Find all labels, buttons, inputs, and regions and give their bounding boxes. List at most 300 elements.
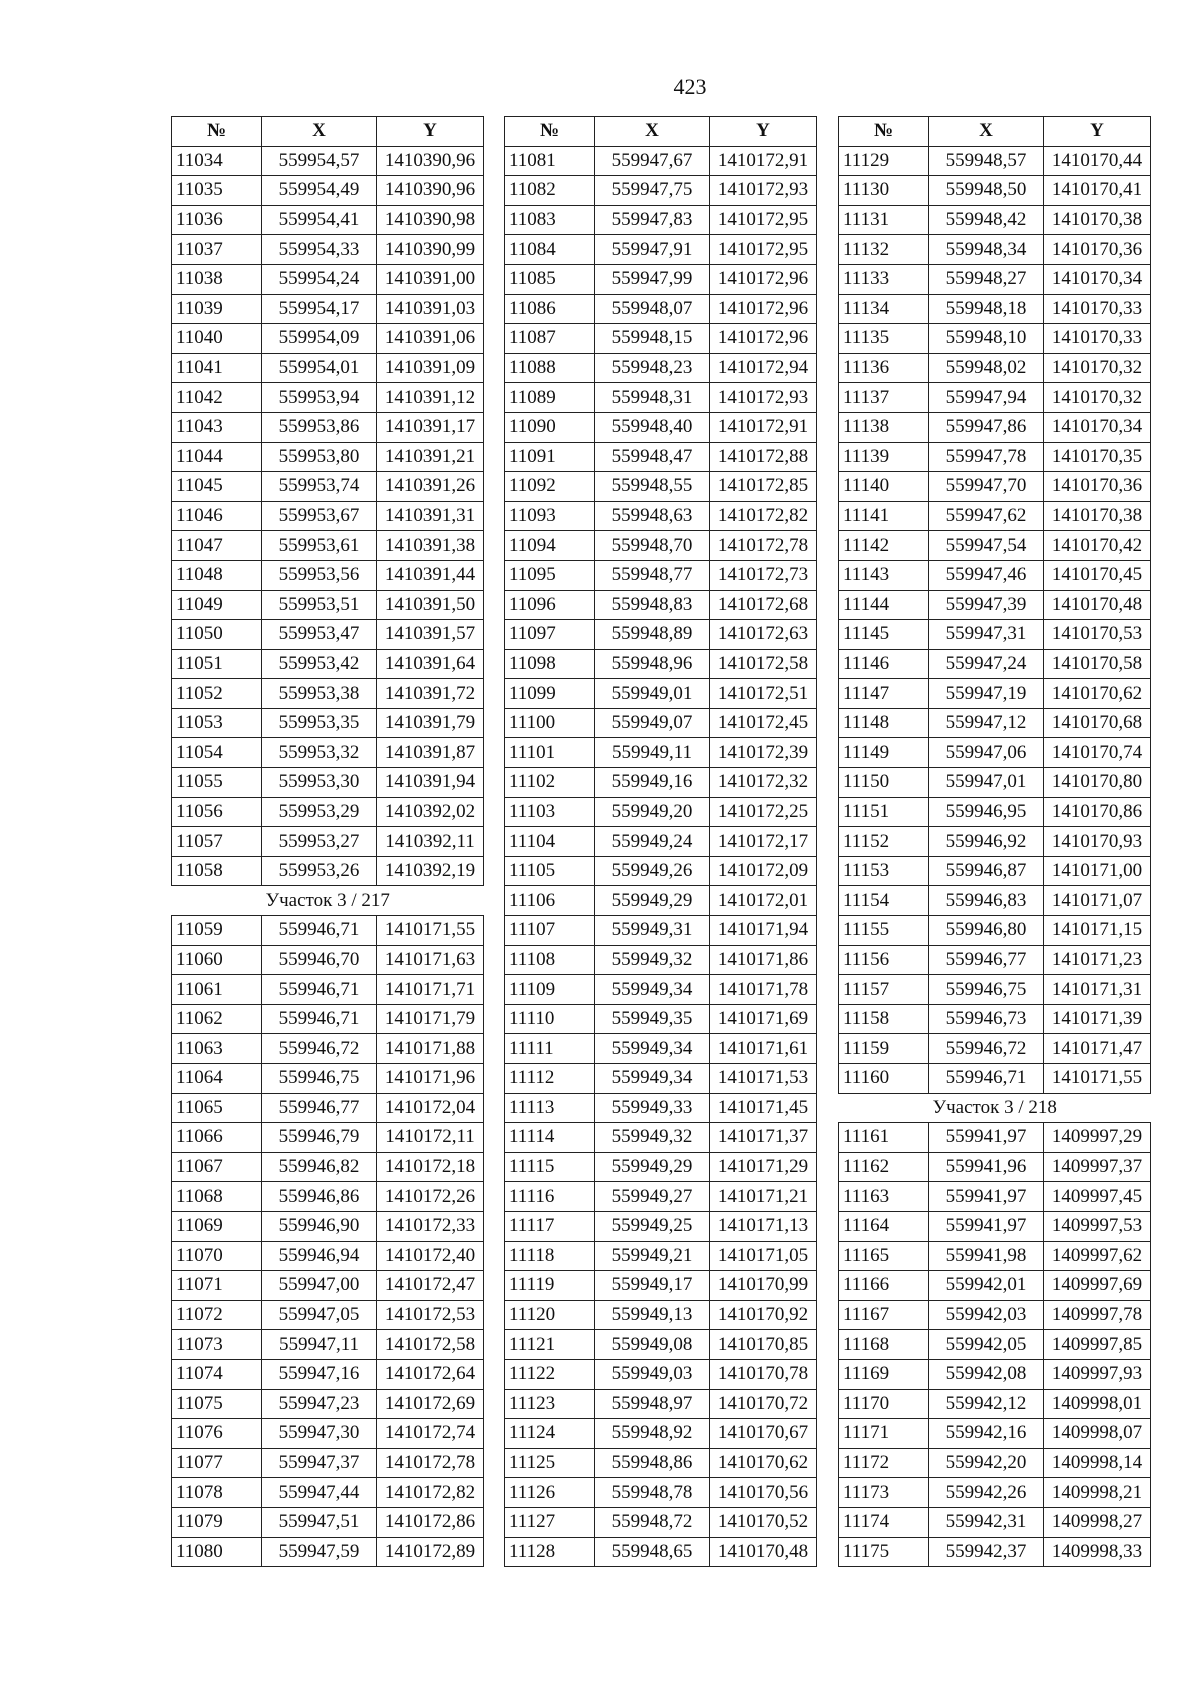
y-coordinate-cell: 1410172,69 <box>377 1389 484 1419</box>
x-coordinate-cell: 559942,03 <box>929 1300 1044 1330</box>
point-number-cell: 11125 <box>505 1448 595 1478</box>
y-coordinate-cell: 1410172,82 <box>710 501 817 531</box>
point-number-cell: 11070 <box>172 1241 262 1271</box>
x-coordinate-cell: 559948,89 <box>595 620 710 650</box>
point-number-cell: 11150 <box>839 768 929 798</box>
point-number-cell: 11084 <box>505 235 595 265</box>
point-number-cell: 11054 <box>172 738 262 768</box>
y-coordinate-cell: 1410171,78 <box>710 975 817 1005</box>
table-row <box>172 1211 484 1241</box>
y-coordinate-cell: 1410172,94 <box>710 353 817 383</box>
table-row <box>505 1359 817 1389</box>
point-number-cell: 11078 <box>172 1478 262 1508</box>
x-coordinate-cell: 559947,75 <box>595 176 710 206</box>
y-coordinate-cell: 1410172,01 <box>710 886 817 916</box>
x-coordinate-cell: 559946,71 <box>262 916 377 946</box>
y-coordinate-cell: 1410170,68 <box>1044 708 1151 738</box>
y-coordinate-cell: 1410170,80 <box>1044 768 1151 798</box>
x-coordinate-cell: 559948,27 <box>929 264 1044 294</box>
header-y: Y <box>1044 117 1151 147</box>
y-coordinate-cell: 1410171,37 <box>710 1123 817 1153</box>
x-coordinate-cell: 559942,37 <box>929 1537 1044 1567</box>
x-coordinate-cell: 559946,71 <box>262 975 377 1005</box>
table-row <box>172 176 484 206</box>
table-row <box>172 768 484 798</box>
point-number-cell: 11131 <box>839 205 929 235</box>
y-coordinate-cell: 1410170,74 <box>1044 738 1151 768</box>
x-coordinate-cell: 559953,56 <box>262 560 377 590</box>
table-row <box>839 1064 1151 1094</box>
x-coordinate-cell: 559946,75 <box>262 1064 377 1094</box>
point-number-cell: 11174 <box>839 1507 929 1537</box>
y-coordinate-cell: 1410172,82 <box>377 1478 484 1508</box>
point-number-cell: 11074 <box>172 1359 262 1389</box>
y-coordinate-cell: 1409997,93 <box>1044 1359 1151 1389</box>
y-coordinate-cell: 1410170,67 <box>710 1419 817 1449</box>
table-row <box>505 531 817 561</box>
y-coordinate-cell: 1410172,96 <box>710 294 817 324</box>
point-number-cell: 11051 <box>172 649 262 679</box>
point-number-cell: 11083 <box>505 205 595 235</box>
table-row <box>839 738 1151 768</box>
x-coordinate-cell: 559949,24 <box>595 827 710 857</box>
table-row <box>839 1271 1151 1301</box>
table-row <box>172 975 484 1005</box>
x-coordinate-cell: 559948,15 <box>595 324 710 354</box>
x-coordinate-cell: 559948,65 <box>595 1537 710 1567</box>
x-coordinate-cell: 559947,00 <box>262 1271 377 1301</box>
y-coordinate-cell: 1409998,01 <box>1044 1389 1151 1419</box>
x-coordinate-cell: 559946,73 <box>929 1004 1044 1034</box>
table-row <box>839 442 1151 472</box>
table-row <box>505 1330 817 1360</box>
point-number-cell: 11164 <box>839 1211 929 1241</box>
point-number-cell: 11052 <box>172 679 262 709</box>
y-coordinate-cell: 1410171,63 <box>377 945 484 975</box>
point-number-cell: 11130 <box>839 176 929 206</box>
table-row <box>839 1300 1151 1330</box>
y-coordinate-cell: 1410171,39 <box>1044 1004 1151 1034</box>
x-coordinate-cell: 559949,03 <box>595 1359 710 1389</box>
x-coordinate-cell: 559953,42 <box>262 649 377 679</box>
y-coordinate-cell: 1410172,96 <box>710 324 817 354</box>
table-row <box>839 827 1151 857</box>
point-number-cell: 11121 <box>505 1330 595 1360</box>
x-coordinate-cell: 559949,34 <box>595 975 710 1005</box>
x-coordinate-cell: 559948,02 <box>929 353 1044 383</box>
y-coordinate-cell: 1410172,40 <box>377 1241 484 1271</box>
point-number-cell: 11035 <box>172 176 262 206</box>
table-row <box>839 590 1151 620</box>
x-coordinate-cell: 559946,75 <box>929 975 1044 1005</box>
y-coordinate-cell: 1409997,29 <box>1044 1123 1151 1153</box>
table-row <box>839 1537 1151 1567</box>
y-coordinate-cell: 1410170,34 <box>1044 264 1151 294</box>
section-label: Участок 3 / 217 <box>172 886 484 916</box>
x-coordinate-cell: 559948,40 <box>595 412 710 442</box>
y-coordinate-cell: 1410170,86 <box>1044 797 1151 827</box>
table-row <box>505 294 817 324</box>
point-number-cell: 11153 <box>839 856 929 886</box>
y-coordinate-cell: 1410390,96 <box>377 176 484 206</box>
x-coordinate-cell: 559941,97 <box>929 1123 1044 1153</box>
y-coordinate-cell: 1410170,53 <box>1044 620 1151 650</box>
y-coordinate-cell: 1410171,05 <box>710 1241 817 1271</box>
x-coordinate-cell: 559941,97 <box>929 1182 1044 1212</box>
point-number-cell: 11119 <box>505 1271 595 1301</box>
table-row <box>505 1537 817 1567</box>
table-row <box>839 856 1151 886</box>
y-coordinate-cell: 1409998,14 <box>1044 1448 1151 1478</box>
x-coordinate-cell: 559953,74 <box>262 472 377 502</box>
point-number-cell: 11073 <box>172 1330 262 1360</box>
point-number-cell: 11044 <box>172 442 262 472</box>
y-coordinate-cell: 1410172,88 <box>710 442 817 472</box>
table-row <box>505 1152 817 1182</box>
point-number-cell: 11169 <box>839 1359 929 1389</box>
point-number-cell: 11055 <box>172 768 262 798</box>
y-coordinate-cell: 1410172,86 <box>377 1507 484 1537</box>
y-coordinate-cell: 1410170,52 <box>710 1507 817 1537</box>
point-number-cell: 11082 <box>505 176 595 206</box>
point-number-cell: 11097 <box>505 620 595 650</box>
table-row <box>505 679 817 709</box>
y-coordinate-cell: 1409997,69 <box>1044 1271 1151 1301</box>
y-coordinate-cell: 1410171,69 <box>710 1004 817 1034</box>
x-coordinate-cell: 559946,86 <box>262 1182 377 1212</box>
table-row <box>172 1034 484 1064</box>
point-number-cell: 11080 <box>172 1537 262 1567</box>
table-row <box>172 531 484 561</box>
table-row <box>839 1419 1151 1449</box>
x-coordinate-cell: 559948,18 <box>929 294 1044 324</box>
x-coordinate-cell: 559954,49 <box>262 176 377 206</box>
table-row <box>505 264 817 294</box>
table-row <box>172 856 484 886</box>
table-row <box>839 412 1151 442</box>
y-coordinate-cell: 1410171,47 <box>1044 1034 1151 1064</box>
y-coordinate-cell: 1410171,21 <box>710 1182 817 1212</box>
point-number-cell: 11064 <box>172 1064 262 1094</box>
y-coordinate-cell: 1410170,36 <box>1044 472 1151 502</box>
x-coordinate-cell: 559949,20 <box>595 797 710 827</box>
point-number-cell: 11098 <box>505 649 595 679</box>
table-row <box>172 442 484 472</box>
y-coordinate-cell: 1410172,11 <box>377 1123 484 1153</box>
table-header-row <box>172 117 484 147</box>
y-coordinate-cell: 1410170,33 <box>1044 294 1151 324</box>
y-coordinate-cell: 1410170,48 <box>710 1537 817 1567</box>
point-number-cell: 11045 <box>172 472 262 502</box>
point-number-cell: 11141 <box>839 501 929 531</box>
x-coordinate-cell: 559949,34 <box>595 1034 710 1064</box>
y-coordinate-cell: 1410390,96 <box>377 146 484 176</box>
point-number-cell: 11114 <box>505 1123 595 1153</box>
point-number-cell: 11158 <box>839 1004 929 1034</box>
x-coordinate-cell: 559948,70 <box>595 531 710 561</box>
y-coordinate-cell: 1410172,78 <box>710 531 817 561</box>
y-coordinate-cell: 1410171,13 <box>710 1211 817 1241</box>
point-number-cell: 11120 <box>505 1300 595 1330</box>
coordinates-table-1 <box>171 116 484 1567</box>
point-number-cell: 11140 <box>839 472 929 502</box>
x-coordinate-cell: 559946,83 <box>929 886 1044 916</box>
point-number-cell: 11149 <box>839 738 929 768</box>
table-row <box>839 146 1151 176</box>
table-row <box>505 1300 817 1330</box>
header-num: № <box>172 117 262 147</box>
y-coordinate-cell: 1410171,00 <box>1044 856 1151 886</box>
table-row <box>505 1064 817 1094</box>
table-row <box>505 235 817 265</box>
point-number-cell: 11060 <box>172 945 262 975</box>
y-coordinate-cell: 1410172,78 <box>377 1448 484 1478</box>
point-number-cell: 11087 <box>505 324 595 354</box>
table-row <box>172 353 484 383</box>
table-row <box>505 1004 817 1034</box>
point-number-cell: 11089 <box>505 383 595 413</box>
x-coordinate-cell: 559946,92 <box>929 827 1044 857</box>
table-row <box>839 383 1151 413</box>
y-coordinate-cell: 1410170,33 <box>1044 324 1151 354</box>
y-coordinate-cell: 1410170,85 <box>710 1330 817 1360</box>
table-row <box>839 353 1151 383</box>
point-number-cell: 11172 <box>839 1448 929 1478</box>
point-number-cell: 11160 <box>839 1064 929 1094</box>
y-coordinate-cell: 1410170,35 <box>1044 442 1151 472</box>
y-coordinate-cell: 1410170,93 <box>1044 827 1151 857</box>
x-coordinate-cell: 559954,57 <box>262 146 377 176</box>
point-number-cell: 11053 <box>172 708 262 738</box>
table-row <box>839 768 1151 798</box>
y-coordinate-cell: 1410172,95 <box>710 205 817 235</box>
y-coordinate-cell: 1410170,32 <box>1044 353 1151 383</box>
x-coordinate-cell: 559946,87 <box>929 856 1044 886</box>
table-row <box>172 916 484 946</box>
x-coordinate-cell: 559949,21 <box>595 1241 710 1271</box>
point-number-cell: 11143 <box>839 560 929 590</box>
x-coordinate-cell: 559948,34 <box>929 235 1044 265</box>
point-number-cell: 11043 <box>172 412 262 442</box>
y-coordinate-cell: 1410171,53 <box>710 1064 817 1094</box>
x-coordinate-cell: 559948,55 <box>595 472 710 502</box>
y-coordinate-cell: 1410172,58 <box>377 1330 484 1360</box>
x-coordinate-cell: 559949,17 <box>595 1271 710 1301</box>
y-coordinate-cell: 1410172,51 <box>710 679 817 709</box>
x-coordinate-cell: 559948,96 <box>595 649 710 679</box>
point-number-cell: 11138 <box>839 412 929 442</box>
point-number-cell: 11146 <box>839 649 929 679</box>
y-coordinate-cell: 1410391,31 <box>377 501 484 531</box>
point-number-cell: 11038 <box>172 264 262 294</box>
y-coordinate-cell: 1410172,47 <box>377 1271 484 1301</box>
point-number-cell: 11071 <box>172 1271 262 1301</box>
y-coordinate-cell: 1410170,32 <box>1044 383 1151 413</box>
table-row <box>505 649 817 679</box>
y-coordinate-cell: 1410172,73 <box>710 560 817 590</box>
table-row <box>839 560 1151 590</box>
table-row <box>172 412 484 442</box>
table-header-row <box>839 117 1151 147</box>
point-number-cell: 11112 <box>505 1064 595 1094</box>
point-number-cell: 11065 <box>172 1093 262 1123</box>
point-number-cell: 11161 <box>839 1123 929 1153</box>
x-coordinate-cell: 559947,54 <box>929 531 1044 561</box>
table-row <box>839 294 1151 324</box>
table-row <box>505 472 817 502</box>
table-row <box>172 1182 484 1212</box>
x-coordinate-cell: 559948,72 <box>595 1507 710 1537</box>
point-number-cell: 11123 <box>505 1389 595 1419</box>
y-coordinate-cell: 1410391,09 <box>377 353 484 383</box>
table-row <box>839 1211 1151 1241</box>
point-number-cell: 11152 <box>839 827 929 857</box>
table-row <box>172 1537 484 1567</box>
point-number-cell: 11062 <box>172 1004 262 1034</box>
y-coordinate-cell: 1410171,29 <box>710 1152 817 1182</box>
y-coordinate-cell: 1410170,99 <box>710 1271 817 1301</box>
table-row <box>505 1419 817 1449</box>
point-number-cell: 11059 <box>172 916 262 946</box>
table-row <box>839 205 1151 235</box>
point-number-cell: 11075 <box>172 1389 262 1419</box>
point-number-cell: 11115 <box>505 1152 595 1182</box>
x-coordinate-cell: 559954,01 <box>262 353 377 383</box>
table-row <box>505 146 817 176</box>
x-coordinate-cell: 559948,31 <box>595 383 710 413</box>
point-number-cell: 11050 <box>172 620 262 650</box>
point-number-cell: 11093 <box>505 501 595 531</box>
table-row <box>505 383 817 413</box>
x-coordinate-cell: 559947,99 <box>595 264 710 294</box>
point-number-cell: 11063 <box>172 1034 262 1064</box>
y-coordinate-cell: 1410171,55 <box>377 916 484 946</box>
y-coordinate-cell: 1410391,03 <box>377 294 484 324</box>
y-coordinate-cell: 1410391,44 <box>377 560 484 590</box>
y-coordinate-cell: 1410392,02 <box>377 797 484 827</box>
point-number-cell: 11136 <box>839 353 929 383</box>
table-row <box>505 1448 817 1478</box>
y-coordinate-cell: 1410170,92 <box>710 1300 817 1330</box>
y-coordinate-cell: 1409997,78 <box>1044 1300 1151 1330</box>
table-row <box>172 1359 484 1389</box>
x-coordinate-cell: 559947,70 <box>929 472 1044 502</box>
x-coordinate-cell: 559949,31 <box>595 916 710 946</box>
x-coordinate-cell: 559947,05 <box>262 1300 377 1330</box>
table-row <box>172 1330 484 1360</box>
table-row <box>839 945 1151 975</box>
x-coordinate-cell: 559949,33 <box>595 1093 710 1123</box>
y-coordinate-cell: 1410172,93 <box>710 176 817 206</box>
table-row <box>839 620 1151 650</box>
y-coordinate-cell: 1410391,21 <box>377 442 484 472</box>
table-row <box>172 472 484 502</box>
point-number-cell: 11128 <box>505 1537 595 1567</box>
point-number-cell: 11046 <box>172 501 262 531</box>
table-row <box>172 146 484 176</box>
y-coordinate-cell: 1410170,62 <box>710 1448 817 1478</box>
point-number-cell: 11111 <box>505 1034 595 1064</box>
x-coordinate-cell: 559953,67 <box>262 501 377 531</box>
point-number-cell: 11159 <box>839 1034 929 1064</box>
table-row <box>839 1448 1151 1478</box>
table-row <box>839 1004 1151 1034</box>
point-number-cell: 11067 <box>172 1152 262 1182</box>
y-coordinate-cell: 1410391,94 <box>377 768 484 798</box>
table-row <box>505 1478 817 1508</box>
table-row <box>839 797 1151 827</box>
coordinates-table-3 <box>838 116 1151 1567</box>
table-row <box>172 383 484 413</box>
table-row <box>505 916 817 946</box>
table-row <box>505 501 817 531</box>
point-number-cell: 11066 <box>172 1123 262 1153</box>
table-row <box>172 1419 484 1449</box>
x-coordinate-cell: 559948,50 <box>929 176 1044 206</box>
y-coordinate-cell: 1410172,25 <box>710 797 817 827</box>
point-number-cell: 11104 <box>505 827 595 857</box>
point-number-cell: 11094 <box>505 531 595 561</box>
section-row <box>839 1093 1151 1123</box>
x-coordinate-cell: 559947,11 <box>262 1330 377 1360</box>
x-coordinate-cell: 559946,79 <box>262 1123 377 1153</box>
x-coordinate-cell: 559953,80 <box>262 442 377 472</box>
x-coordinate-cell: 559947,06 <box>929 738 1044 768</box>
x-coordinate-cell: 559947,01 <box>929 768 1044 798</box>
point-number-cell: 11102 <box>505 768 595 798</box>
table-row <box>505 412 817 442</box>
x-coordinate-cell: 559946,95 <box>929 797 1044 827</box>
header-num: № <box>505 117 595 147</box>
x-coordinate-cell: 559947,59 <box>262 1537 377 1567</box>
table-row <box>172 708 484 738</box>
x-coordinate-cell: 559949,34 <box>595 1064 710 1094</box>
table-row <box>172 1064 484 1094</box>
y-coordinate-cell: 1410172,63 <box>710 620 817 650</box>
table-row <box>839 1330 1151 1360</box>
point-number-cell: 11041 <box>172 353 262 383</box>
point-number-cell: 11096 <box>505 590 595 620</box>
y-coordinate-cell: 1410170,44 <box>1044 146 1151 176</box>
table-row <box>505 797 817 827</box>
point-number-cell: 11100 <box>505 708 595 738</box>
x-coordinate-cell: 559947,51 <box>262 1507 377 1537</box>
x-coordinate-cell: 559953,35 <box>262 708 377 738</box>
table-row <box>839 324 1151 354</box>
table-row <box>839 1359 1151 1389</box>
table-row <box>172 1478 484 1508</box>
y-coordinate-cell: 1410391,64 <box>377 649 484 679</box>
x-coordinate-cell: 559948,07 <box>595 294 710 324</box>
point-number-cell: 11126 <box>505 1478 595 1508</box>
table-row <box>172 1300 484 1330</box>
table-row <box>172 1507 484 1537</box>
point-number-cell: 11107 <box>505 916 595 946</box>
table-row <box>172 324 484 354</box>
point-number-cell: 11105 <box>505 856 595 886</box>
y-coordinate-cell: 1410172,89 <box>377 1537 484 1567</box>
y-coordinate-cell: 1410170,48 <box>1044 590 1151 620</box>
table-row <box>172 205 484 235</box>
x-coordinate-cell: 559948,57 <box>929 146 1044 176</box>
x-coordinate-cell: 559949,25 <box>595 1211 710 1241</box>
x-coordinate-cell: 559946,71 <box>262 1004 377 1034</box>
y-coordinate-cell: 1410391,17 <box>377 412 484 442</box>
y-coordinate-cell: 1410171,61 <box>710 1034 817 1064</box>
table-row <box>505 620 817 650</box>
x-coordinate-cell: 559948,83 <box>595 590 710 620</box>
table-row <box>505 353 817 383</box>
